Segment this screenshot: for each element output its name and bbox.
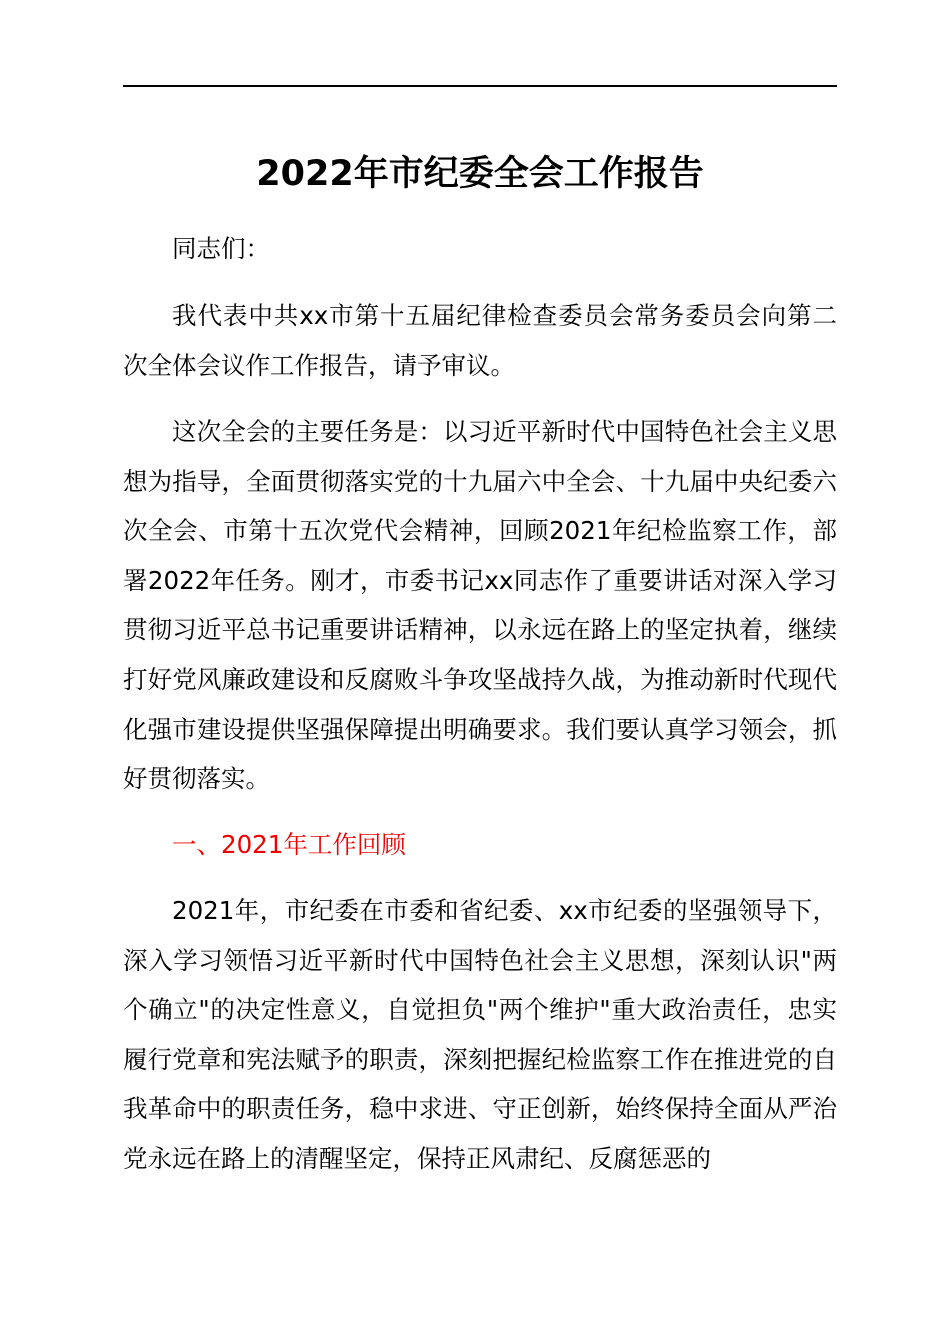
paragraph-intro: 我代表中共xx市第十五届纪律检查委员会常务委员会向第二次全体会议作工作报告，请予审议。: [123, 301, 837, 380]
header-rule: [123, 85, 837, 87]
section-heading-2021-review: 一、2021年工作回顾: [172, 830, 406, 859]
paragraph-2021-review: 2021年，市纪委在市委和省纪委、xx市纪委的坚强领导下，深入学习领悟习近平新时代中国特色社会主义思想，深刻认识"两个确立"的决定性意义，自觉担负"两个维护"重大政治责任，忠实履行党章和宪法赋予的职责，深刻把握纪检监察工作在推进党的自我革命中的职责任务，稳中求进、守正创新，始终保持全面从严治党永远在路上的清醒坚定，保持正风肃纪、反腐惩恶的: [123, 896, 837, 1173]
salutation: 同志们：: [172, 234, 270, 263]
document-title: 2022年市纪委全会工作报告: [256, 154, 704, 194]
paragraph-main-tasks: 这次全会的主要任务是：以习近平新时代中国特色社会主义思想为指导，全面贯彻落实党的十九届六中全会、十九届中央纪委六次全会、市第十五次党代会精神，回顾2021年纪检监察工作，部署2022年任务。刚才，市委书记xx同志作了重要讲话对深入学习贯彻习近平总书记重要讲话精神，以永远在路上的坚定执着，继续打好党风廉政建设和反腐败斗争攻坚战持久战，为推动新时代现代化强市建设提供坚强保障提出明确要求。我们要认真学习领会，抓好贯彻落实。: [123, 417, 837, 794]
